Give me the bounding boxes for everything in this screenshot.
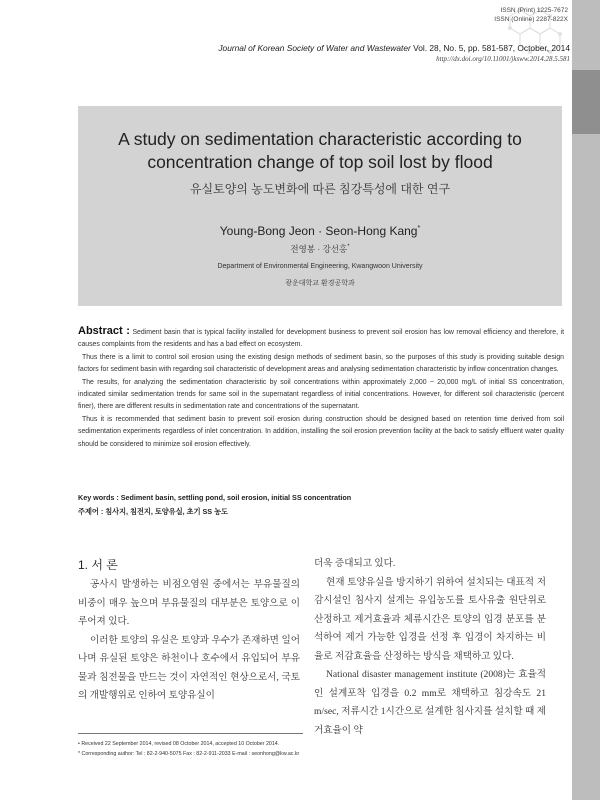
body-paragraph: 더욱 증대되고 있다. <box>314 558 396 569</box>
footnote-received: • Received 22 September 2014, revised 08 October 2014, accepted 10 October 2014. <box>78 741 280 747</box>
authors-korean-names: 전영봉 · 강선홍 <box>290 244 348 254</box>
journal-citation <box>218 43 570 53</box>
body-paragraph: 공사시 발생하는 비점오염원 중에서는 부유물질의 비중이 매우 높으며 부유물질의 대부분은 토양으로 이루어져 있다. <box>78 579 300 627</box>
body-right-column <box>314 555 546 740</box>
body-paragraph: National disaster management institute (2008)는 효율적인 설계포착 입경을 0.2 mm로 채택하고 침강속도 21 m/sec, 저류시간 1시간으로 설계한 침사지를 설치할 때 제거효율이 약 <box>314 669 546 736</box>
section-heading-introduction: 1. 서 론 <box>78 558 118 572</box>
body-paragraph: 현재 토양유실을 방지하기 위하여 설치되는 대표적 저감시설인 침사지 설계는 유입농도를 토사유출 원단위로 산정하고 제거효율과 체류시간은 토양의 입경 분포를 분석하여 제거 가능한 입경을 선정 후 입경이 차지하는 비율로 저감효율을 산정하는 방식을 채택하고 있다. <box>314 576 546 662</box>
paper-title-english: A study on sedimentation characteristic according to concentration change of top soil lost by flood <box>118 129 522 172</box>
doi-link[interactable]: http://dx.doi.org/10.11001/jksww.2014.28.5.581 <box>436 55 570 63</box>
corresponding-mark-korean: * <box>347 244 350 251</box>
issn-block <box>494 6 568 24</box>
authors-korean <box>78 243 562 255</box>
corresponding-mark: * <box>417 225 421 232</box>
journal-details: Vol. 28, No. 5, pp. 581-587, October, 2014 <box>410 43 570 53</box>
issn-online: ISSN (Online) 2287-822X <box>494 16 568 23</box>
body-left-column <box>78 555 300 706</box>
side-margin-tab <box>572 70 600 134</box>
footnote <box>78 740 308 759</box>
body-paragraph: 이러한 토양의 유실은 토양과 우수가 존재하면 일어나며 유실된 토양은 하천이나 호수에서 유입되어 부유물과 침전물을 만드는 것이 자연적인 현상으로서, 국토의 개발행위로 인하여 토양유실이 <box>78 634 300 701</box>
abstract <box>78 325 564 451</box>
affiliation-english: Department of Environmental Engineering, Kwangwoon University <box>217 263 423 270</box>
abstract-paragraph-3: The results, for analyzing the sedimentation characteristic by soil concentrations within approximately 2,000 ~ 20,000 mg/L of initial SS concentration, indicated similar sedimentation trends for same soil in the supernatant regardless of initial concentrations. However, for different soil characteristic (percent finer), there are different results in sedimentation rate and concentrations of the supernatant. <box>78 378 564 411</box>
abstract-paragraph-1 <box>78 325 564 352</box>
authors-english-names: Young-Bong Jeon · Seon-Hong Kang <box>219 224 418 238</box>
abstract-text-1: Sediment basin that is typical facility installed for development business to prevent soil erosion has low removal efficiency and therefore, it causes complaints from the residents and has a bad effect on ecosystem. <box>78 329 564 349</box>
authors-english <box>78 224 562 238</box>
abstract-label: Abstract : <box>78 325 130 337</box>
footnote-divider <box>78 733 303 734</box>
abstract-paragraph-2: Thus there is a limit to control soil erosion using the existing design methods of sediment basin, so the purposes of this study is providing suitable design factors for sediment basin with regarding soil characteristic of development areas and analysing sedimentation characteristic by inflow concentration changes. <box>78 353 564 374</box>
issn-print: ISSN (Print) 1225-7672 <box>500 7 568 14</box>
abstract-paragraph-4: Thus it is recommended that sediment basin to prevent soil erosion during construction should be designed based on retention time derived from soil sedimentation experiments regardless of inlet concentration. In addition, installing the soil erosion prevention facility at the back to satisfy effluent water quality should be considered to minimize soil erosion effectively. <box>78 415 564 448</box>
journal-name: Journal of Korean Society of Water and Wastewater <box>218 43 411 53</box>
keywords-english: Key words : Sediment basin, settling pond, soil erosion, initial SS concentration <box>78 493 352 502</box>
keywords-korean: 주제어 : 침사지, 침전지, 토양유실, 초기 SS 농도 <box>78 507 228 516</box>
paper-title-korean: 유실토양의 농도변화에 따른 침강특성에 대한 연구 <box>189 182 451 196</box>
footnote-corresponding: * Corresponding author: Tel : 82-2-940-5075 Fax : 82-2-911-2033 E-mail : seonhong@kw.ac.kr <box>78 750 300 757</box>
affiliation-korean: 광운대학교 환경공학과 <box>285 280 355 287</box>
